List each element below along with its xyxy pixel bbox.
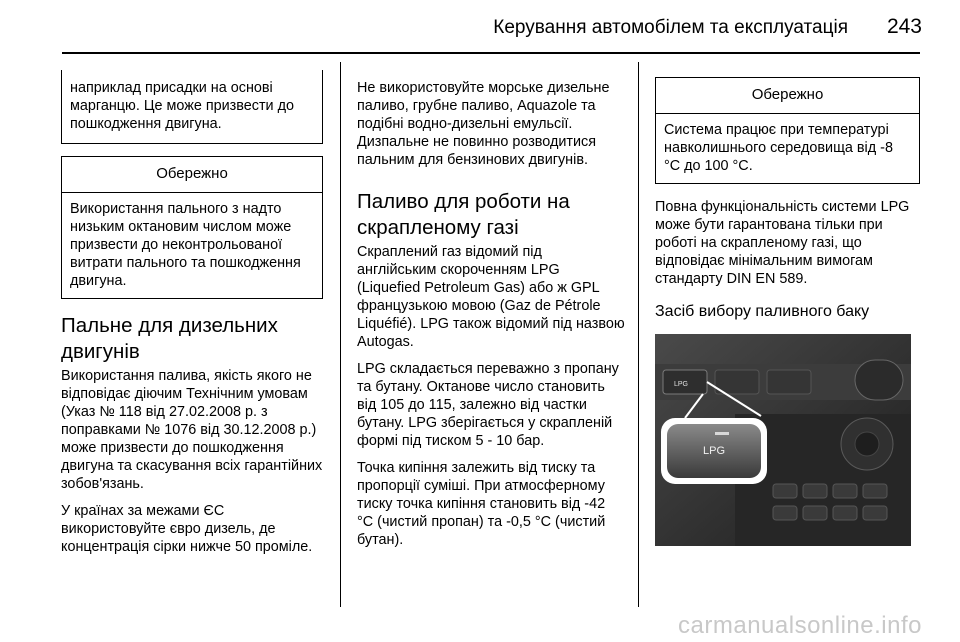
heading-diesel: Пальне для дизельних двигунів xyxy=(61,314,278,363)
column-1 xyxy=(61,70,323,565)
caution-text: Використання пального з надто низьким октановим числом може призвести до неконтрольованої витрати пального та пошкодження двигуна. xyxy=(70,201,301,289)
lpg-paragraph-3: Точка кипіння залежить від тиску та пропорції суміші. При атмосферному тиску точка кипіння становить від -42 °C (чистий пропан) та -0,5 °C (чистий бутан). xyxy=(357,460,606,548)
lpg-paragraph-1: Скраплений газ відомий під англійським скороченням LPG (Liquefied Petroleum Gas) або ж GPL французькою мовою (Gaz de Pétrole Liquéfié). LPG також відомий під назвою Autogas. xyxy=(357,244,625,350)
lpg-function-paragraph: Повна функціональність системи LPG може бути гарантована тільки при роботі на скрапленому газі, що відповідає мінімальним вимогам стандарту DIN EN 589. xyxy=(655,199,910,287)
caution-box-temperature xyxy=(655,77,920,184)
caution-title: Обережно xyxy=(62,157,322,193)
caution-box-octane xyxy=(61,156,323,299)
continued-caution-box xyxy=(61,70,323,144)
continued-caution-text: наприклад присадки на основі марганцю. Це може призвести до пошкодження двигуна. xyxy=(70,80,294,132)
dashboard-illustration xyxy=(655,334,911,546)
lpg-button-large-label: LPG xyxy=(703,445,726,457)
diesel-paragraph-2: У країнах за межами ЄС використовуйте євро дизель, де концентрація сірки нижче 50 проміле. xyxy=(61,503,313,555)
heading-tank-selector: Засіб вибору паливного баку xyxy=(655,303,870,320)
caution-text: Система працює при температурі навколишнього середовища від -8 °C до 100 °C. xyxy=(664,122,893,174)
lpg-button-small-label: LPG xyxy=(674,381,689,388)
heading-lpg: Паливо для роботи на скрапленому газі xyxy=(357,190,570,239)
watermark: carmanualsonline.info xyxy=(678,612,922,639)
caution-title: Обережно xyxy=(656,78,919,114)
column-divider-2 xyxy=(638,62,639,607)
header-rule xyxy=(62,52,920,54)
diesel-paragraph-1: Використання палива, якість якого не відповідає діючим Технічним умовам (Указ № 118 від 27.02.2008 р. з поправками № 1076 від 30.12.2008 р.) може призвести до пошкодження двигуна та скасування всіх гарантійних зобов'язань. xyxy=(61,368,323,492)
lpg-paragraph-2: LPG складається переважно з пропану та бутану. Октанове число становить від 105 до 115, залежно від частки бутану. LPG зберігається у скрапленій формі під тиском 5 - 10 бар. xyxy=(357,361,619,449)
column-3 xyxy=(655,77,920,546)
column-divider-1 xyxy=(340,62,341,607)
marine-fuel-paragraph: Не використовуйте морське дизельне паливо, грубне паливо, Aquazole та подібні водно-дизельні емульсії. Дизпальне не повинно розводитися пальним для бензинових двигунів. xyxy=(357,80,610,168)
running-header: Керування автомобілем та експлуатація xyxy=(493,17,848,38)
lpg-button-photo xyxy=(655,334,911,546)
page-number: 243 xyxy=(886,15,922,38)
column-2 xyxy=(357,79,625,558)
